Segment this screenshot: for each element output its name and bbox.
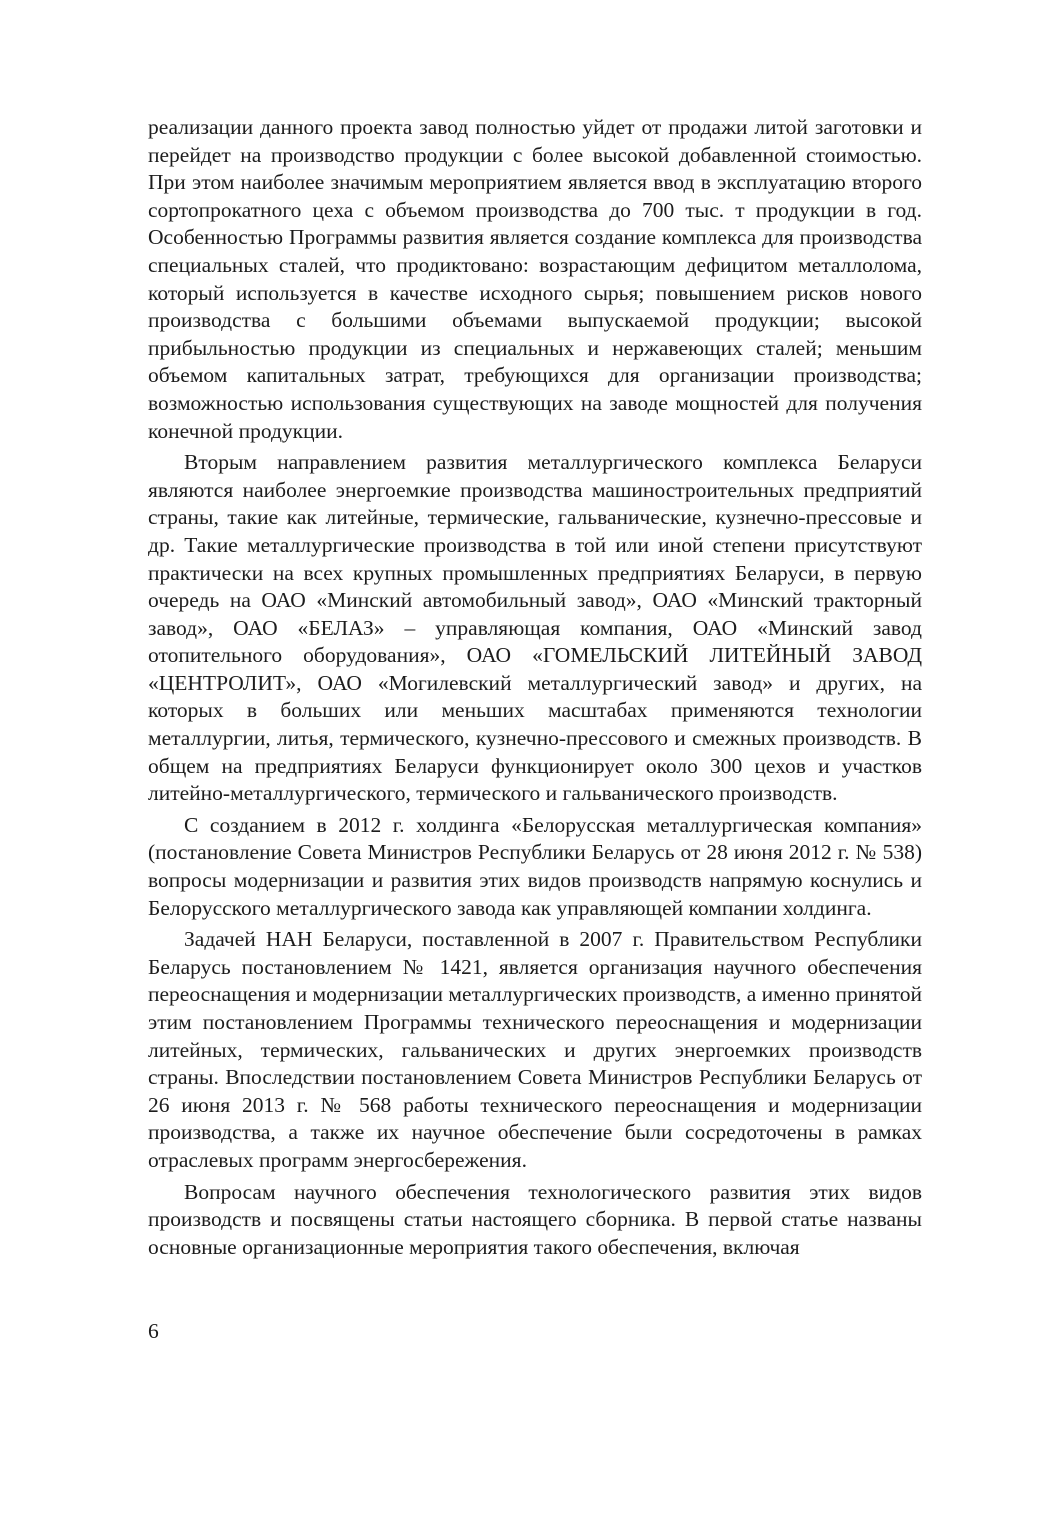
body-text [148, 114, 922, 1261]
paragraph-metallurgy-directions: Вторым направлением развития металлургического комплекса Беларуси являются наиболее энергоемкие производства машиностроительных предприятий страны, такие как литейные, термические, гальванические, кузнечно-прессовые и др. Такие металлургические производства в той или иной степени присутствуют практически на всех крупных промышленных предприятиях Беларуси, в первую очередь на ОАО «Минский автомобильный завод», ОАО «Минский тракторный завод», ОАО «БЕЛАЗ» – управляющая компания, ОАО «Минский завод отопительного оборудования», ОАО «ГОМЕЛЬСКИЙ ЛИТЕЙНЫЙ ЗАВОД «ЦЕНТРОЛИТ», ОАО «Могилевский металлургический завод» и других, на которых в больших или меньших масштабах применяются технологии металлургии, литья, термического, кузнечно-прессового и смежных производств. В общем на предприятиях Беларуси функционирует около 300 цехов и участков литейно-металлургического, термического и гальванического производств. [148, 450, 922, 806]
paragraph-scientific-support: Вопросам научного обеспечения технологического развития этих видов производств и посвящены статьи настоящего сборника. В первой статье названы основные организационные мероприятия такого обеспечения, включая [148, 1179, 922, 1259]
page-number: 6 [148, 1319, 159, 1343]
paragraph-continuation: реализации данного проекта завод полностью уйдет от продажи литой заготовки и перейдет на производство продукции с более высокой добавленной стоимостью. При этом наиболее значимым мероприятием является ввод в эксплуатацию второго сортопрокатного цеха с объемом производства до 700 тыс. т продукции в год. Особенностью Программы развития является создание комплекса для производства специальных сталей, что продиктовано: возрастающим дефицитом металлолома, который используется в качестве исходного сырья; повышением рисков нового производства с большими объемами выпускаемой продукции; высокой прибыльностью продукции из специальных и нержавеющих сталей; меньшим объемом капитальных затрат, требующихся для организации производства; возможностью использования существующих на заводе мощностей для получения конечной продукции. [148, 115, 922, 443]
paragraph-nan-task: Задачей НАН Беларуси, поставленной в 2007 г. Правительством Республики Беларусь постановлением № 1421, является организация научного обеспечения переоснащения и модернизации металлургических производств, а именно принятой этим постановлением Программы технического переоснащения и модернизации литейных, термических, гальванических и других энергоемких производств страны. Впоследствии постановлением Совета Министров Республики Беларусь от 26 июня 2013 г. № 568 работы технического переоснащения и модернизации производства, а также их научное обеспечение были сосредоточены в рамках отраслевых программ энергосбережения. [148, 927, 922, 1172]
paragraph-holding-creation: С созданием в 2012 г. холдинга «Белорусская металлургическая компания» (постановление Совета Министров Республики Беларусь от 28 июня 2012 г. № 538) вопросы модернизации и развития этих видов производств напрямую коснулись и Белорусского металлургического завода как управляющей компании холдинга. [148, 812, 922, 920]
